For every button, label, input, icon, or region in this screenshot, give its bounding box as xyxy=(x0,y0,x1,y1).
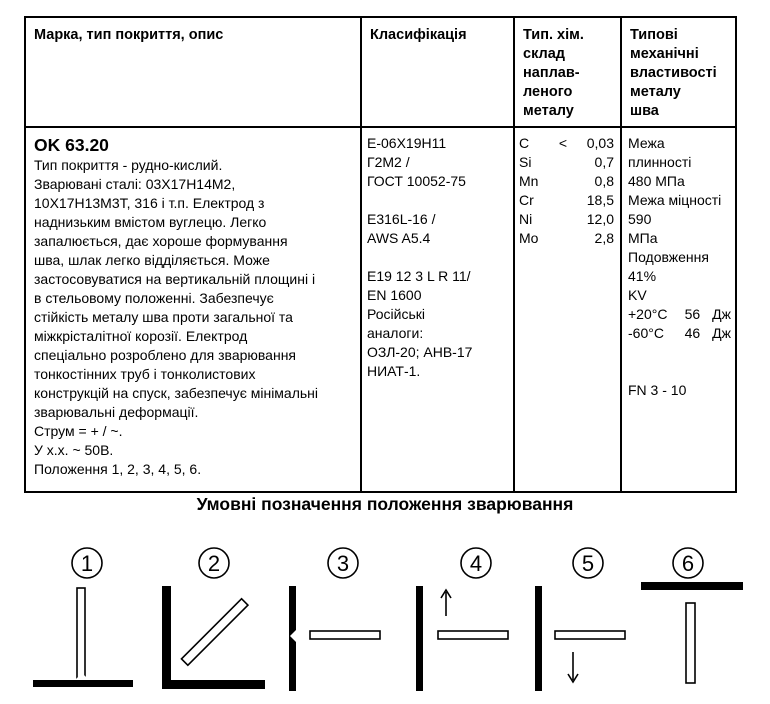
chemistry-cell xyxy=(514,127,621,492)
position-2-fillet-icon xyxy=(162,586,265,689)
aws-class: E316L-16 / xyxy=(367,211,436,227)
description-line: міжкрісталітної корозії. Електрод xyxy=(34,328,248,344)
description-line: застосовуватися на вертикальній площині і xyxy=(34,271,316,287)
en-class: E19 12 3 L R 11/ xyxy=(367,268,471,284)
impact-row: +20°C 56 Дж xyxy=(628,306,731,322)
description-line: в стельовому положенні. Забезпечує xyxy=(34,290,274,306)
chem-row: Cr 18,5 xyxy=(519,192,614,208)
chem-row: Mo 2,8 xyxy=(519,230,614,246)
position-5-vertical-down-icon xyxy=(535,586,625,691)
chem-row: Si 0,7 xyxy=(519,154,614,170)
description-line: тонкостінних труб і тонколистових xyxy=(34,366,256,382)
description-line: наднизьким вмістом вуглецю. Легко xyxy=(34,214,267,230)
position-6-overhead-icon xyxy=(641,582,743,683)
position-number: 5 xyxy=(581,551,595,576)
tensile-strength-unit: МПа xyxy=(628,230,658,246)
chem-row: C < 0,03 xyxy=(519,135,614,151)
position-number: 6 xyxy=(681,551,695,576)
analogues: аналоги: xyxy=(367,325,424,341)
tensile-strength: Межа міцності 590 xyxy=(628,192,722,227)
header-chemistry: Тип. хім. склад наплав- леного металу xyxy=(514,17,621,127)
welding-positions-title: Умовні позначення положення зварювання xyxy=(196,494,574,514)
en-class: EN 1600 xyxy=(367,287,422,303)
analogues: НИАТ-1. xyxy=(367,363,421,379)
description-line: Тип покриття - рудно-кислий. xyxy=(34,157,223,173)
position-1-flat-icon xyxy=(33,588,133,687)
header-classification: Класифікація xyxy=(361,17,514,127)
impact-row: -60°C 46 Дж xyxy=(628,325,731,341)
chem-row: Mn 0,8 xyxy=(519,173,614,189)
description-line: Положення 1, 2, 3, 4, 5, 6. xyxy=(34,461,202,477)
mechanical-cell xyxy=(621,127,736,492)
gost-class: Е-06Х19Н11 xyxy=(367,135,447,151)
aws-class: AWS A5.4 xyxy=(367,230,431,246)
welding-positions-diagram xyxy=(0,530,770,704)
position-number: 3 xyxy=(336,551,350,576)
electrode-spec-table xyxy=(24,16,737,493)
description-line: У х.х. ~ 50В. xyxy=(34,442,114,458)
gost-class: ГОСТ 10052-75 xyxy=(367,173,466,189)
description-line: стійкість металу шва проти загальної та xyxy=(34,309,293,325)
description-line: конструкцій на спуск, забезпечує мінімальні xyxy=(34,385,319,401)
chem-row: Ni 12,0 xyxy=(519,211,614,227)
description-cell xyxy=(25,127,361,492)
description-line: зварювальні деформації. xyxy=(34,404,199,420)
description-line: 10Х17Н13М3Т, 316 і т.п. Електрод з xyxy=(34,195,265,211)
description-line: Зварювані сталі: 03Х17Н14М2, xyxy=(34,176,236,192)
description-line: Струм = + / ~. xyxy=(34,423,123,439)
header-brand-type: Марка, тип покриття, опис xyxy=(25,17,361,127)
analogues: ОЗЛ-20; АНВ-17 xyxy=(367,344,473,360)
kv-label: KV xyxy=(628,287,647,303)
elongation: Подовження 41% xyxy=(628,249,709,284)
position-number: 4 xyxy=(469,551,483,576)
position-number: 1 xyxy=(80,551,94,576)
yield-strength-value: 480 МПа xyxy=(628,173,685,189)
description-line: спеціально розроблено для зварювання xyxy=(34,347,297,363)
classification-cell xyxy=(361,127,514,492)
header-mechanical: Типові механічні властивості металу шва xyxy=(621,17,736,127)
ferrite-number: FN 3 - 10 xyxy=(628,382,687,398)
gost-class: Г2М2 / xyxy=(367,154,410,170)
analogues: Російські xyxy=(367,306,425,322)
description-line: запалюється, дає хороше формування xyxy=(34,233,288,249)
description-line: шва, шлак легко відділяється. Може xyxy=(34,252,270,268)
position-3-horizontal-icon xyxy=(289,586,380,691)
yield-strength: Межа плинності xyxy=(628,135,692,170)
position-number: 2 xyxy=(207,551,221,576)
electrode-brand: OK 63.20 xyxy=(34,135,109,155)
position-4-vertical-up-icon xyxy=(416,586,508,691)
